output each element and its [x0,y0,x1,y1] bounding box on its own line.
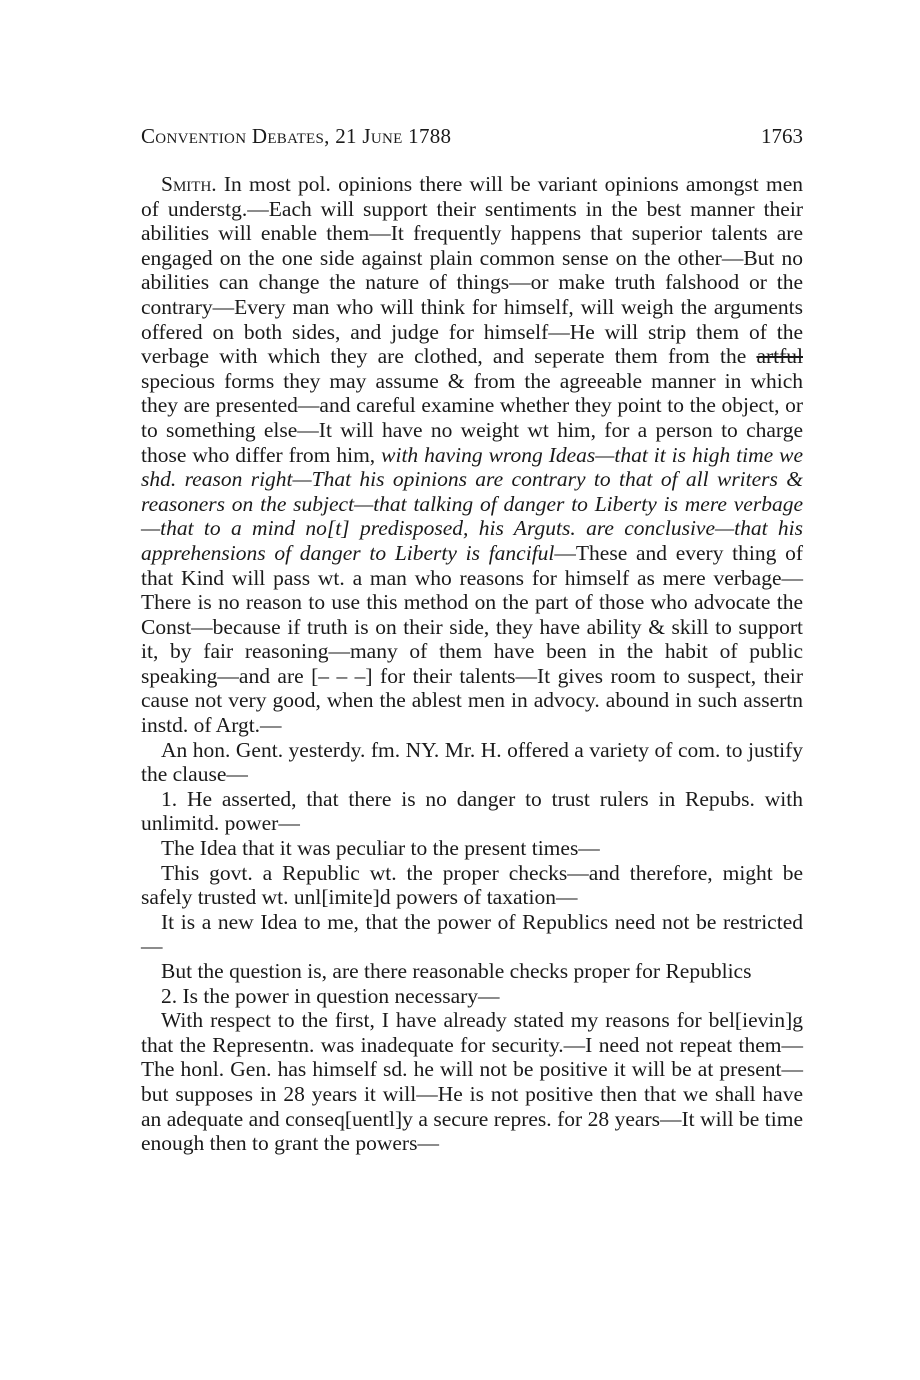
page-number: 1763 [761,124,803,148]
paragraph: An hon. Gent. yesterdy. fm. NY. Mr. H. offered a variety of com. to justify the clause— [141,737,803,787]
speech-text: specious forms they may assume & from the agreeable manner in which they are presented—and careful examine whether they point to the object, or to something else—It will have no weight wt him, for a person to charge those who differ from him, [141,368,803,467]
page-header [141,124,803,149]
running-head: Convention Debates, 21 June 1788 [141,124,452,148]
paragraph: 2. Is the power in question necessary— [161,983,500,1008]
speech-text: In most pol. opinions there will be variant opinions amongst men of understg.—Each will support their sentiments in the best manner their abilities will enable them—It frequently happens that superior talents are engaged on the one side against plain common sense on the other—But no abilities can change the nature of things—or make truth falshood or the contrary—Every man who will think for himself, will weigh the arguments offered on both sides, and judge for himself—He will strip them of the verbage with which they are clothed, and seperate them from the [141,172,803,369]
paragraph: With respect to the first, I have already stated my reasons for bel[ievin]g that the Representn. was inadequate for security.—I need not repeat them—The honl. Gen. has himself sd. he will not be positive it will be at present—but supposes in 28 years it will—He is not positive then that we shall have an adequate and conseq[uentl]y a secure repres. for 28 years—It will be time enough then to grant the powers— [141,1008,803,1156]
struck-word: artful [756,344,803,369]
paragraph: This govt. a Republic wt. the proper checks—and therefore, might be safely trusted wt. unl[imite]d powers of taxation— [141,860,803,910]
speech-text: —These and every thing of that Kind will pass wt. a man who reasons for himself as mere verbage—There is no reason to use this method on the part of those who advocate the Const—because if truth is on their side, they have ability & skill to support it, by fair reasoning—many of them have been in the habit of public speaking—and are [– – –] for their talents—It gives room to suspect, their cause not very good, when the ablest men in advocy. abound in such assertn instd. of Argt.— [141,540,803,738]
paragraph: It is a new Idea to me, that the power of Republics need not be restricted— [141,909,803,959]
paragraph: The Idea that it was peculiar to the present times— [161,836,600,861]
italic-passage: with having wrong Ideas—that it is high time we shd. reason right—That his opinions are contrary to that of all writers & reasoners on the subject—that talking of danger to Liberty is mere verbage—that to a mind no[t] predisposed, his Arguts. are conclusive—that his apprehensions of danger to Liberty is fanciful [141,442,803,565]
body-text [141,172,803,1156]
speaker-name: Smith. [161,172,217,196]
paragraph-smith-speech [141,172,803,738]
paragraph: But the question is, are there reasonable checks proper for Republics [161,959,752,983]
paragraph: 1. He asserted, that there is no danger to trust rulers in Repubs. with unlimitd. power— [141,786,803,836]
